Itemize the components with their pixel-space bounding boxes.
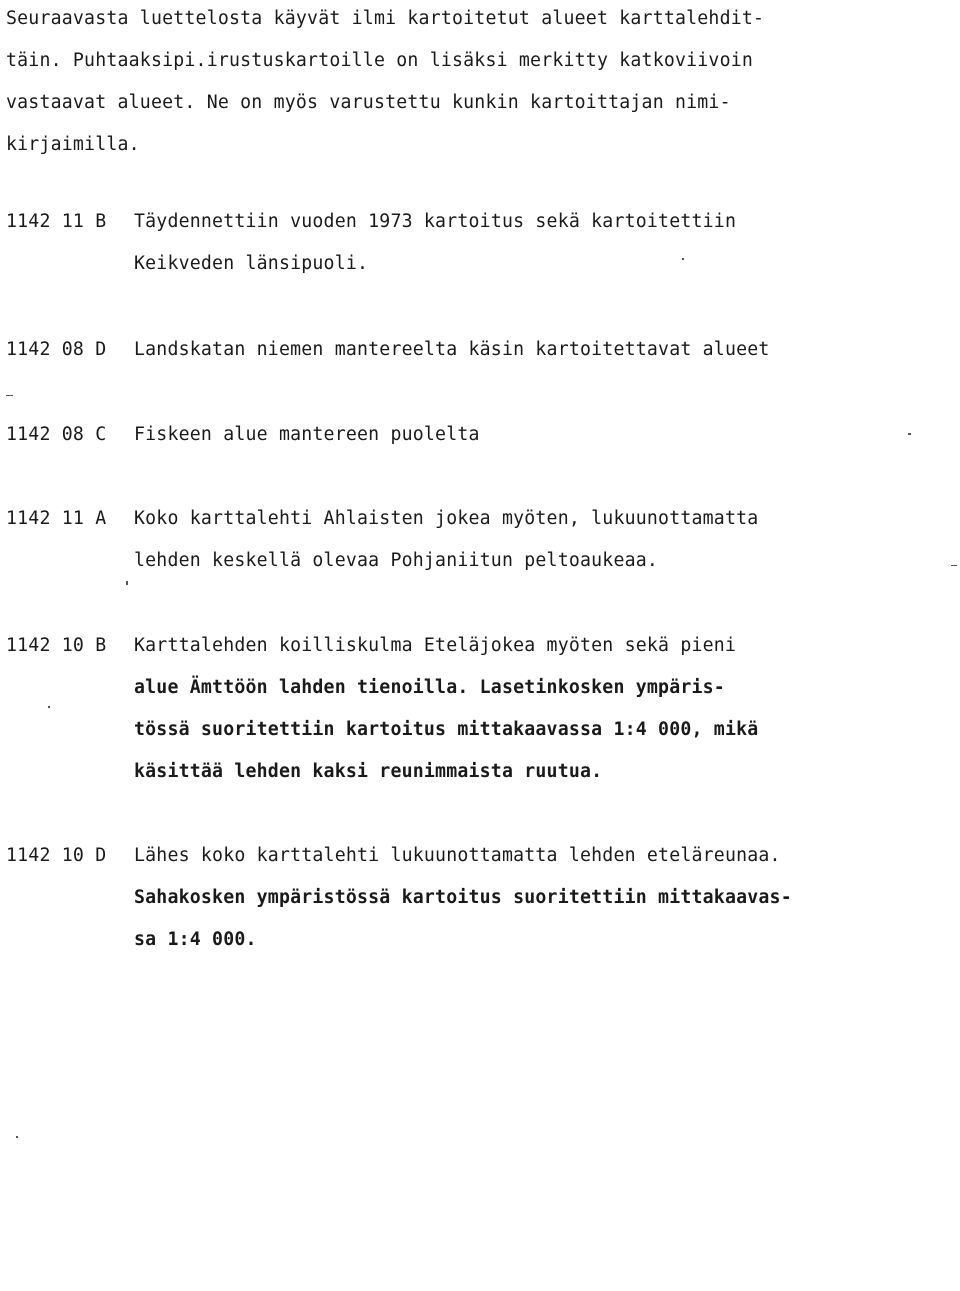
intro-line: kirjaimilla. [6,134,140,155]
entry-line: Lähes koko karttalehti lukuunottamatta lehden eteläreunaa. [134,845,781,866]
entry-line: Sahakosken ympäristössä kartoitus suoritettiin mittakaavas- [134,887,792,908]
scan-speck [126,581,128,585]
intro-paragraph [6,0,946,166]
entry-line: Keikveden länsipuoli. [134,253,369,274]
entry-line: alue Ämttöön lahden tienoilla. Lasetinkosken ympäris- [134,677,725,698]
intro-line: Seuraavasta luettelosta käyvät ilmi kartoitetut alueet karttalehdit- [6,8,765,29]
entry-line: käsittää lehden kaksi reunimmaista ruutua. [134,761,603,782]
entry-description [134,414,934,456]
scan-speck [16,1136,18,1138]
intro-line: täin. Puhtaaksipi.irustuskartoille on lisäksi merkitty katkoviivoin [6,50,754,71]
scan-speck [48,706,50,708]
map-sheet-code: 1142 10 D [6,845,107,866]
entry-line: sa 1:4 000. [134,929,257,950]
entry-line: Fiskeen alue mantereen puolelta [134,424,480,445]
entry-line: Landskatan niemen mantereelta käsin kartoitettavat alueet [134,339,770,360]
map-sheet-code: 1142 10 B [6,635,107,656]
scan-speck [682,258,684,260]
map-sheet-code: 1142 08 C [6,424,107,445]
entry-description [134,498,934,582]
entry-description [134,201,934,285]
map-sheet-code: 1142 11 B [6,211,107,232]
entry-description [134,625,934,793]
entry-line: tössä suoritettiin kartoitus mittakaavassa 1:4 000, mikä [134,719,759,740]
scan-speck [908,433,911,435]
map-sheet-code: 1142 08 D [6,339,107,360]
entry-description [134,329,934,371]
scan-speck [6,395,13,396]
scan-speck [951,565,957,566]
entry-line: lehden keskellä olevaa Pohjaniitun peltoaukeaa. [134,550,659,571]
map-sheet-code: 1142 11 A [6,508,107,529]
entry-line: Koko karttalehti Ahlaisten jokea myöten, lukuunottamatta [134,508,759,529]
intro-line: vastaavat alueet. Ne on myös varustettu kunkin kartoittajan nimi- [6,92,731,113]
entry-line: Karttalehden koilliskulma Eteläjokea myöten sekä pieni [134,635,737,656]
entry-description [134,835,934,961]
entry-line: Täydennettiin vuoden 1973 kartoitus sekä kartoitettiin [134,211,737,232]
